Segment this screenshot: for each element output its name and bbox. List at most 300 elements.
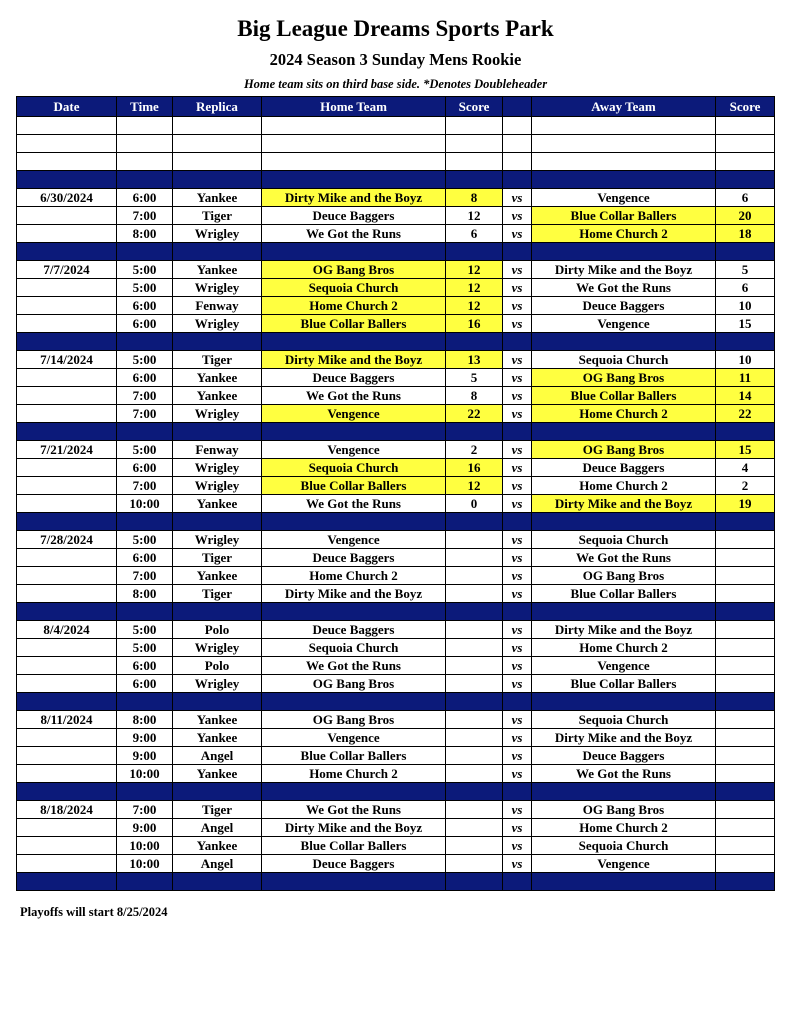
vs-cell: vs — [503, 369, 532, 387]
away-team-cell: Home Church 2 — [532, 405, 716, 423]
away-score-cell: 10 — [716, 297, 775, 315]
away-score-cell — [716, 621, 775, 639]
separator-cell — [503, 333, 532, 351]
separator-cell — [503, 693, 532, 711]
replica-cell: Wrigley — [173, 315, 262, 333]
table-row — [17, 639, 775, 657]
separator-cell — [17, 693, 117, 711]
separator-cell — [173, 171, 262, 189]
time-cell: 7:00 — [117, 405, 173, 423]
away-score-cell: 11 — [716, 369, 775, 387]
replica-cell: Yankee — [173, 729, 262, 747]
vs-cell: vs — [503, 477, 532, 495]
table-row — [17, 189, 775, 207]
table-row — [17, 657, 775, 675]
separator-cell — [503, 783, 532, 801]
home-team-cell: Deuce Baggers — [262, 549, 446, 567]
home-team-cell: OG Bang Bros — [262, 711, 446, 729]
blank-cell — [716, 153, 775, 171]
blank-cell — [446, 153, 503, 171]
vs-cell: vs — [503, 387, 532, 405]
col-header-home-score: Score — [446, 97, 503, 117]
home-score-cell: 22 — [446, 405, 503, 423]
home-score-cell: 8 — [446, 189, 503, 207]
away-score-cell: 6 — [716, 189, 775, 207]
away-score-cell: 19 — [716, 495, 775, 513]
date-cell: 7/28/2024 — [17, 531, 117, 549]
home-team-cell: Blue Collar Ballers — [262, 477, 446, 495]
home-score-cell: 2 — [446, 441, 503, 459]
away-team-cell: OG Bang Bros — [532, 567, 716, 585]
table-row — [17, 279, 775, 297]
away-team-cell: Sequoia Church — [532, 711, 716, 729]
date-cell — [17, 207, 117, 225]
separator-cell — [17, 243, 117, 261]
replica-cell: Wrigley — [173, 477, 262, 495]
separator-cell — [532, 171, 716, 189]
date-cell — [17, 855, 117, 873]
replica-cell: Wrigley — [173, 531, 262, 549]
away-team-cell: Blue Collar Ballers — [532, 675, 716, 693]
blank-cell — [17, 153, 117, 171]
table-row — [17, 207, 775, 225]
table-row — [17, 801, 775, 819]
vs-cell: vs — [503, 765, 532, 783]
blank-row — [17, 117, 775, 135]
away-score-cell — [716, 801, 775, 819]
time-cell: 6:00 — [117, 657, 173, 675]
vs-cell: vs — [503, 495, 532, 513]
separator-cell — [117, 513, 173, 531]
blank-cell — [173, 117, 262, 135]
separator-cell — [532, 333, 716, 351]
date-cell: 8/18/2024 — [17, 801, 117, 819]
home-score-cell — [446, 711, 503, 729]
home-score-cell — [446, 639, 503, 657]
table-row — [17, 315, 775, 333]
vs-cell: vs — [503, 225, 532, 243]
away-team-cell: Dirty Mike and the Boyz — [532, 729, 716, 747]
away-score-cell — [716, 531, 775, 549]
time-cell: 10:00 — [117, 765, 173, 783]
home-team-cell: We Got the Runs — [262, 657, 446, 675]
time-cell: 6:00 — [117, 189, 173, 207]
separator-cell — [173, 333, 262, 351]
home-team-cell: Home Church 2 — [262, 567, 446, 585]
date-cell — [17, 549, 117, 567]
home-score-cell — [446, 549, 503, 567]
table-row — [17, 225, 775, 243]
separator-cell — [446, 603, 503, 621]
separator-cell — [262, 333, 446, 351]
separator-cell — [532, 243, 716, 261]
vs-cell: vs — [503, 459, 532, 477]
replica-cell: Wrigley — [173, 225, 262, 243]
replica-cell: Angel — [173, 819, 262, 837]
replica-cell: Yankee — [173, 567, 262, 585]
time-cell: 8:00 — [117, 585, 173, 603]
away-team-cell: Home Church 2 — [532, 477, 716, 495]
away-score-cell: 18 — [716, 225, 775, 243]
home-team-cell: We Got the Runs — [262, 387, 446, 405]
away-score-cell — [716, 747, 775, 765]
week-separator — [17, 171, 775, 189]
time-cell: 5:00 — [117, 639, 173, 657]
date-cell — [17, 459, 117, 477]
home-score-cell: 16 — [446, 459, 503, 477]
separator-cell — [117, 603, 173, 621]
separator-cell — [716, 873, 775, 891]
vs-cell: vs — [503, 441, 532, 459]
replica-cell: Polo — [173, 621, 262, 639]
date-cell — [17, 585, 117, 603]
time-cell: 6:00 — [117, 315, 173, 333]
table-row — [17, 441, 775, 459]
replica-cell: Angel — [173, 747, 262, 765]
separator-cell — [446, 243, 503, 261]
date-cell: 6/30/2024 — [17, 189, 117, 207]
home-score-cell — [446, 675, 503, 693]
date-cell: 7/21/2024 — [17, 441, 117, 459]
blank-cell — [17, 117, 117, 135]
home-score-cell — [446, 585, 503, 603]
vs-cell: vs — [503, 405, 532, 423]
time-cell: 7:00 — [117, 207, 173, 225]
home-team-cell: Blue Collar Ballers — [262, 837, 446, 855]
separator-cell — [262, 603, 446, 621]
vs-cell: vs — [503, 189, 532, 207]
home-score-cell — [446, 801, 503, 819]
home-team-cell: We Got the Runs — [262, 801, 446, 819]
away-team-cell: Home Church 2 — [532, 819, 716, 837]
table-row — [17, 531, 775, 549]
table-row — [17, 297, 775, 315]
replica-cell: Wrigley — [173, 639, 262, 657]
blank-row — [17, 153, 775, 171]
replica-cell: Wrigley — [173, 279, 262, 297]
blank-cell — [532, 153, 716, 171]
blank-cell — [503, 117, 532, 135]
time-cell: 10:00 — [117, 495, 173, 513]
replica-cell: Tiger — [173, 207, 262, 225]
separator-cell — [17, 873, 117, 891]
time-cell: 5:00 — [117, 261, 173, 279]
page-note: Home team sits on third base side. *Denotes Doubleheader — [243, 77, 548, 91]
page-title: Big League Dreams Sports Park — [237, 16, 554, 41]
away-score-cell — [716, 675, 775, 693]
replica-cell: Tiger — [173, 801, 262, 819]
blank-cell — [532, 117, 716, 135]
blank-cell — [446, 135, 503, 153]
date-cell — [17, 297, 117, 315]
table-row — [17, 765, 775, 783]
separator-cell — [716, 603, 775, 621]
away-team-cell: We Got the Runs — [532, 279, 716, 297]
vs-cell: vs — [503, 801, 532, 819]
replica-cell: Tiger — [173, 585, 262, 603]
away-team-cell: Vengence — [532, 657, 716, 675]
time-cell: 7:00 — [117, 801, 173, 819]
separator-cell — [503, 423, 532, 441]
home-team-cell: Vengence — [262, 405, 446, 423]
replica-cell: Yankee — [173, 387, 262, 405]
replica-cell: Yankee — [173, 495, 262, 513]
blank-cell — [262, 117, 446, 135]
away-team-cell: Blue Collar Ballers — [532, 585, 716, 603]
date-cell — [17, 477, 117, 495]
separator-cell — [262, 513, 446, 531]
home-score-cell: 0 — [446, 495, 503, 513]
home-score-cell: 6 — [446, 225, 503, 243]
away-team-cell: We Got the Runs — [532, 765, 716, 783]
table-row — [17, 837, 775, 855]
separator-cell — [503, 171, 532, 189]
home-score-cell — [446, 765, 503, 783]
away-team-cell: Vengence — [532, 315, 716, 333]
schedule-table — [16, 96, 775, 891]
home-team-cell: We Got the Runs — [262, 495, 446, 513]
separator-cell — [173, 873, 262, 891]
away-team-cell: Home Church 2 — [532, 225, 716, 243]
home-team-cell: Sequoia Church — [262, 459, 446, 477]
date-cell — [17, 315, 117, 333]
separator-cell — [117, 423, 173, 441]
table-row — [17, 369, 775, 387]
date-cell — [17, 675, 117, 693]
separator-cell — [17, 171, 117, 189]
table-header-row — [17, 97, 775, 117]
table-row — [17, 549, 775, 567]
blank-cell — [117, 153, 173, 171]
date-cell — [17, 819, 117, 837]
replica-cell: Fenway — [173, 297, 262, 315]
separator-cell — [262, 873, 446, 891]
vs-cell: vs — [503, 351, 532, 369]
time-cell: 9:00 — [117, 747, 173, 765]
blank-cell — [716, 135, 775, 153]
away-score-cell — [716, 855, 775, 873]
home-team-cell: Blue Collar Ballers — [262, 747, 446, 765]
separator-cell — [446, 873, 503, 891]
separator-cell — [173, 513, 262, 531]
separator-cell — [446, 693, 503, 711]
vs-cell: vs — [503, 657, 532, 675]
away-score-cell — [716, 549, 775, 567]
time-cell: 8:00 — [117, 225, 173, 243]
separator-cell — [117, 693, 173, 711]
schedule-body — [17, 117, 775, 891]
home-team-cell: OG Bang Bros — [262, 675, 446, 693]
week-separator — [17, 513, 775, 531]
home-team-cell: Sequoia Church — [262, 279, 446, 297]
time-cell: 7:00 — [117, 387, 173, 405]
time-cell: 9:00 — [117, 729, 173, 747]
home-score-cell: 12 — [446, 477, 503, 495]
away-score-cell — [716, 819, 775, 837]
separator-cell — [532, 693, 716, 711]
home-team-cell: Dirty Mike and the Boyz — [262, 585, 446, 603]
separator-cell — [532, 783, 716, 801]
date-cell: 7/14/2024 — [17, 351, 117, 369]
separator-cell — [117, 873, 173, 891]
time-cell: 6:00 — [117, 675, 173, 693]
away-team-cell: Vengence — [532, 189, 716, 207]
separator-cell — [532, 513, 716, 531]
home-score-cell — [446, 837, 503, 855]
date-cell — [17, 387, 117, 405]
home-score-cell: 8 — [446, 387, 503, 405]
replica-cell: Fenway — [173, 441, 262, 459]
date-cell — [17, 837, 117, 855]
separator-cell — [503, 243, 532, 261]
home-score-cell: 12 — [446, 279, 503, 297]
separator-cell — [716, 693, 775, 711]
page-subtitle: 2024 Season 3 Sunday Mens Rookie — [269, 50, 522, 69]
col-header-away-score: Score — [716, 97, 775, 117]
table-row — [17, 855, 775, 873]
table-row — [17, 261, 775, 279]
away-score-cell: 14 — [716, 387, 775, 405]
table-row — [17, 495, 775, 513]
separator-cell — [446, 171, 503, 189]
vs-cell: vs — [503, 621, 532, 639]
vs-cell: vs — [503, 297, 532, 315]
vs-cell: vs — [503, 837, 532, 855]
blank-cell — [446, 117, 503, 135]
time-cell: 9:00 — [117, 819, 173, 837]
away-team-cell: Sequoia Church — [532, 837, 716, 855]
col-header-replica: Replica — [173, 97, 262, 117]
home-team-cell: We Got the Runs — [262, 225, 446, 243]
time-cell: 5:00 — [117, 621, 173, 639]
date-cell — [17, 405, 117, 423]
away-score-cell — [716, 765, 775, 783]
date-cell: 8/11/2024 — [17, 711, 117, 729]
away-score-cell: 20 — [716, 207, 775, 225]
separator-cell — [716, 423, 775, 441]
separator-cell — [446, 783, 503, 801]
blank-cell — [503, 135, 532, 153]
replica-cell: Yankee — [173, 369, 262, 387]
blank-cell — [173, 135, 262, 153]
col-header-time: Time — [117, 97, 173, 117]
home-team-cell: OG Bang Bros — [262, 261, 446, 279]
away-team-cell: Sequoia Church — [532, 531, 716, 549]
away-team-cell: Dirty Mike and the Boyz — [532, 621, 716, 639]
home-score-cell: 12 — [446, 207, 503, 225]
away-team-cell: Dirty Mike and the Boyz — [532, 261, 716, 279]
home-team-cell: Deuce Baggers — [262, 621, 446, 639]
time-cell: 6:00 — [117, 369, 173, 387]
vs-cell: vs — [503, 675, 532, 693]
away-team-cell: Blue Collar Ballers — [532, 387, 716, 405]
away-score-cell — [716, 567, 775, 585]
home-team-cell: Sequoia Church — [262, 639, 446, 657]
away-score-cell — [716, 729, 775, 747]
separator-cell — [716, 171, 775, 189]
col-header-away-team: Away Team — [532, 97, 716, 117]
separator-cell — [503, 873, 532, 891]
vs-cell: vs — [503, 279, 532, 297]
col-header-home-team: Home Team — [262, 97, 446, 117]
table-row — [17, 747, 775, 765]
home-score-cell — [446, 657, 503, 675]
away-team-cell: Deuce Baggers — [532, 297, 716, 315]
time-cell: 5:00 — [117, 279, 173, 297]
home-team-cell: Dirty Mike and the Boyz — [262, 351, 446, 369]
away-score-cell — [716, 585, 775, 603]
date-cell: 8/4/2024 — [17, 621, 117, 639]
week-separator — [17, 783, 775, 801]
date-cell — [17, 765, 117, 783]
time-cell: 6:00 — [117, 549, 173, 567]
separator-cell — [532, 603, 716, 621]
home-score-cell: 16 — [446, 315, 503, 333]
vs-cell: vs — [503, 549, 532, 567]
blank-cell — [532, 135, 716, 153]
home-team-cell: Blue Collar Ballers — [262, 315, 446, 333]
home-score-cell — [446, 621, 503, 639]
away-score-cell: 2 — [716, 477, 775, 495]
away-team-cell: Blue Collar Ballers — [532, 207, 716, 225]
separator-cell — [17, 333, 117, 351]
col-header-date: Date — [17, 97, 117, 117]
date-cell — [17, 279, 117, 297]
separator-cell — [17, 603, 117, 621]
away-score-cell — [716, 639, 775, 657]
separator-cell — [716, 333, 775, 351]
separator-cell — [117, 243, 173, 261]
separator-cell — [17, 423, 117, 441]
separator-cell — [262, 171, 446, 189]
table-row — [17, 351, 775, 369]
home-score-cell: 13 — [446, 351, 503, 369]
blank-cell — [17, 135, 117, 153]
home-team-cell: Home Church 2 — [262, 297, 446, 315]
date-cell — [17, 657, 117, 675]
replica-cell: Yankee — [173, 189, 262, 207]
separator-cell — [173, 693, 262, 711]
home-score-cell: 5 — [446, 369, 503, 387]
table-row — [17, 405, 775, 423]
blank-cell — [117, 117, 173, 135]
week-separator — [17, 243, 775, 261]
table-row — [17, 675, 775, 693]
blank-cell — [262, 135, 446, 153]
date-cell — [17, 567, 117, 585]
week-separator — [17, 333, 775, 351]
vs-cell: vs — [503, 819, 532, 837]
away-score-cell — [716, 657, 775, 675]
time-cell: 5:00 — [117, 441, 173, 459]
week-separator — [17, 693, 775, 711]
blank-cell — [173, 153, 262, 171]
separator-cell — [117, 171, 173, 189]
vs-cell: vs — [503, 207, 532, 225]
date-cell — [17, 639, 117, 657]
time-cell: 7:00 — [117, 567, 173, 585]
blank-cell — [117, 135, 173, 153]
date-cell — [17, 495, 117, 513]
vs-cell: vs — [503, 261, 532, 279]
home-team-cell: Vengence — [262, 531, 446, 549]
home-score-cell — [446, 567, 503, 585]
week-separator — [17, 873, 775, 891]
home-team-cell: Vengence — [262, 729, 446, 747]
vs-cell: vs — [503, 315, 532, 333]
home-score-cell — [446, 855, 503, 873]
table-row — [17, 819, 775, 837]
